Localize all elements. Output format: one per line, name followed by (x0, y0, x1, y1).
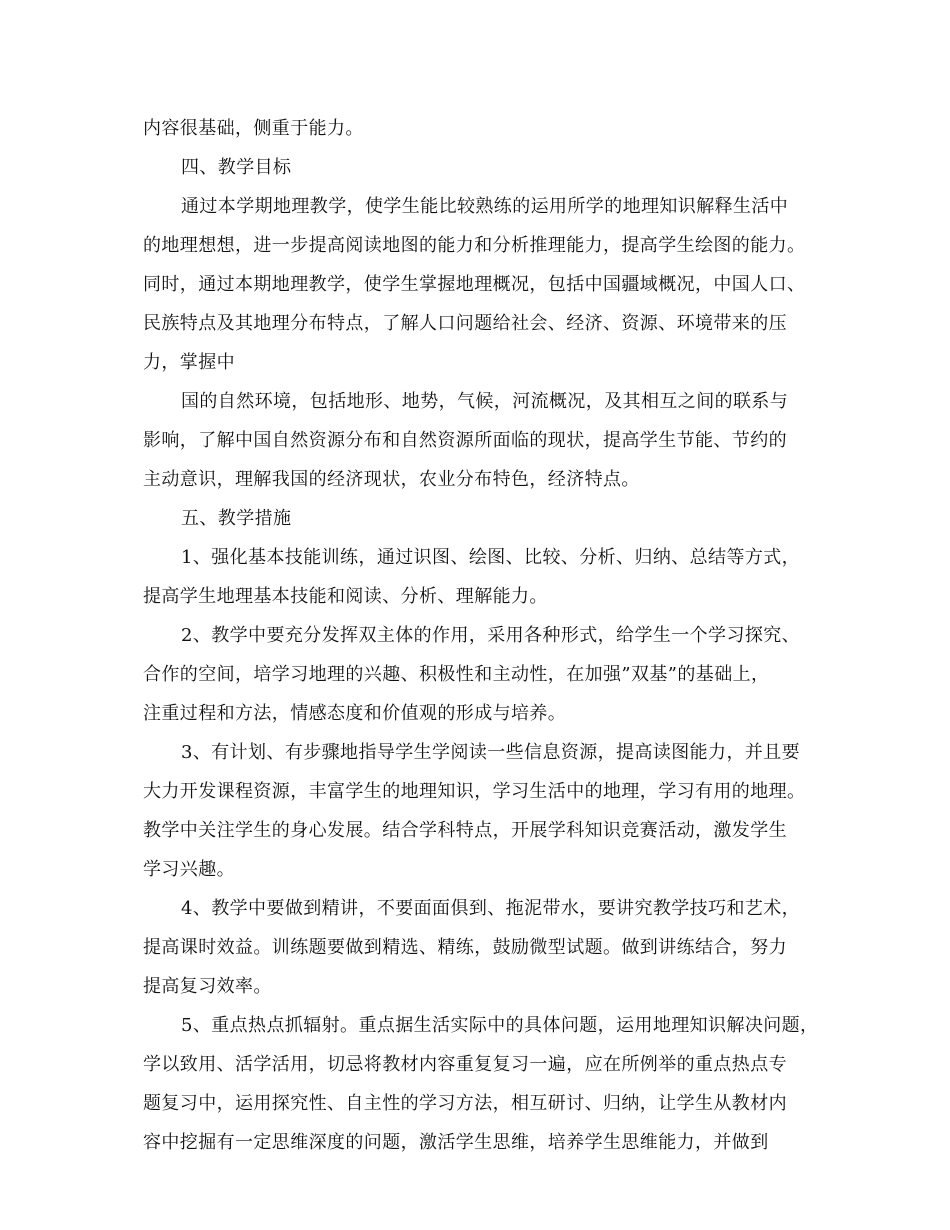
text-line: 学习兴趣。 (143, 859, 235, 880)
text-line: 提高学生地理基本技能和阅读、分析、理解能力。 (143, 586, 548, 607)
text-line: 注重过程和方法，情感态度和价值观的形成与培养。 (143, 703, 567, 724)
text-line: 5、重点热点抓辐射。重点据生活实际中的具体问题，运用地理知识解决问题， (181, 1015, 819, 1036)
section-heading: 五、教学措施 (181, 508, 292, 529)
text-line: 内容很基础，侧重于能力。 (143, 118, 364, 139)
text-line: 2、教学中要充分发挥双主体的作用，采用各种形式，给学生一个学习探究、 (181, 625, 801, 646)
text-line: 3、有计划、有步骤地指导学生学阅读一些信息资源，提高读图能力，并且要 (181, 742, 801, 763)
text-line: 学以致用、活学活用，切忌将教材内容重复复习一遍，应在所例举的重点热点专 (143, 1054, 787, 1075)
text-line: 教学中关注学生的身心发展。结合学科特点，开展学科知识竞赛活动，激发学生 (143, 820, 787, 841)
text-line: 4、教学中要做到精讲，不要面面俱到、拖泥带水，要讲究教学技巧和艺术， (181, 898, 801, 919)
text-line: 力，掌握中 (143, 352, 235, 373)
text-line: 影响，了解中国自然资源分布和自然资源所面临的现状，提高学生节能、节约的 (143, 430, 787, 451)
text-line: 1、强化基本技能训练，通过识图、绘图、比较、分析、归纳、总结等方式， (181, 547, 801, 568)
text-line: 国的自然环境，包括地形、地势，气候，河流概况，及其相互之间的联系与 (181, 391, 789, 412)
text-line: 合作的空间，培学习地理的兴趣、积极性和主动性，在加强”双基”的基础上， (143, 664, 770, 685)
section-heading: 四、教学目标 (181, 157, 292, 178)
text-line: 题复习中，运用探究性、自主性的学习方法，相互研讨、归纳，让学生从教材内 (143, 1093, 787, 1114)
text-line: 通过本学期地理教学，使学生能比较熟练的运用所学的地理知识解释生活中 (181, 196, 789, 217)
text-line: 大力开发课程资源，丰富学生的地理知识，学习生活中的地理，学习有用的地理。 (143, 781, 806, 802)
text-line: 民族特点及其地理分布特点，了解人口问题给社会、经济、资源、环境带来的压 (143, 313, 787, 334)
text-line: 同时，通过本期地理教学，使学生掌握地理概况，包括中国疆域概况，中国人口、 (143, 274, 806, 295)
text-line: 主动意识，理解我国的经济现状，农业分布特色，经济特点。 (143, 469, 640, 490)
text-line: 提高课时效益。训练题要做到精选、精练，鼓励微型试题。做到讲练结合，努力 (143, 937, 787, 958)
text-line: 提高复习效率。 (143, 976, 272, 997)
text-line: 的地理想想，进一步提高阅读地图的能力和分析推理能力，提高学生绘图的能力。 (143, 235, 806, 256)
text-line: 容中挖掘有一定思维深度的问题，激活学生思维，培养学生思维能力，并做到 (143, 1132, 769, 1153)
